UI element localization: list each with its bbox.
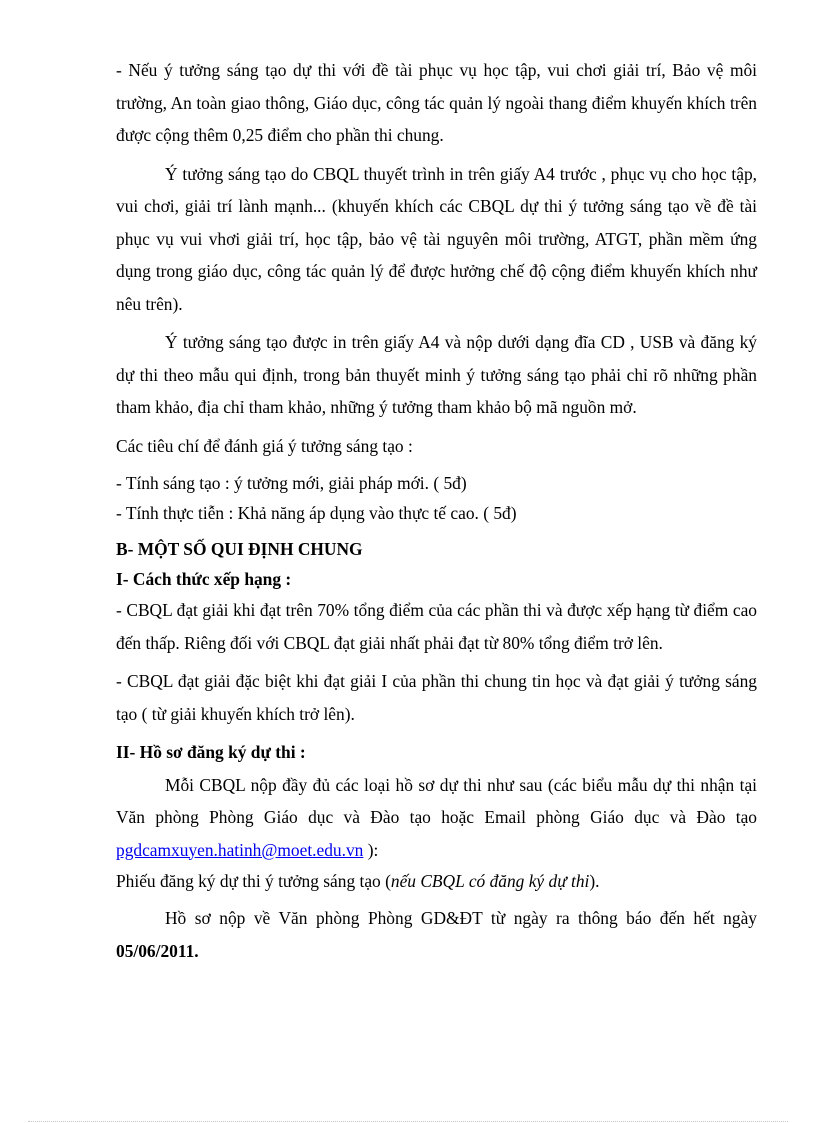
registration-text-end: ): (363, 839, 379, 860)
registration-form-line (116, 866, 757, 896)
deadline-date: 05/06/2011. (116, 940, 199, 961)
deadline-paragraph (116, 902, 757, 967)
criteria-intro: Các tiêu chí để đánh giá ý tưởng sáng tạo : (116, 435, 413, 456)
bonus-paragraph: - Nếu ý tưởng sáng tạo dự thi với đề tài phục vụ học tập, vui chơi giải trí, Bảo vệ môi trường, An toàn giao thông, Giáo dục, công tác quản lý ngoài thang điểm khuyến khích trên được cộng thêm 0,25 điểm cho phần thi chung. (116, 60, 757, 145)
registration-heading: II- Hồ sơ đăng ký dự thi : (116, 742, 306, 762)
registration-text: Mỗi CBQL nộp đầy đủ các loại hồ sơ dự thi như sau (các biểu mẫu dự thi nhận tại Văn phòng Phòng Giáo dục và Đào tạo hoặc Email phòng Giáo dục và Đào tạo (116, 774, 757, 827)
form-line-start: Phiếu đăng ký dự thi ý tưởng sáng tạo ( (116, 871, 391, 891)
submission-format-paragraph: Ý tưởng sáng tạo được in trên giấy A4 và nộp dưới dạng đĩa CD , USB và đăng ký dự thi theo mẫu qui định, trong bản thuyết minh ý tưởng sáng tạo phải chỉ rõ những phần tham khảo, địa chỉ tham khảo, những ý tưởng tham khảo bộ mã nguồn mở. (116, 332, 757, 417)
criterion-creativity: - Tính sáng tạo : ý tưởng mới, giải pháp mới. ( 5đ) (116, 473, 467, 493)
form-line-end: ). (589, 871, 600, 891)
criterion-practicality: - Tính thực tiễn : Khả năng áp dụng vào thực tế cao. ( 5đ) (116, 503, 517, 523)
ranking-heading (116, 564, 757, 594)
page-bottom-rule (28, 1121, 788, 1122)
form-line-italic: nếu CBQL có đăng ký dự thi (390, 871, 590, 891)
ranking-heading-title: Cách thức xếp hạng : (132, 569, 292, 589)
ranking-heading-prefix: I- (116, 569, 133, 589)
ranking-paragraph-1: - CBQL đạt giải khi đạt trên 70% tổng điểm của các phần thi và được xếp hạng từ điểm cao đến thấp. Riêng đối với CBQL đạt giải nhất phải đạt từ 80% tổng điểm trở lên. (116, 600, 757, 653)
email-link[interactable]: pgdcamxuyen.hatinh@moet.edu.vn (116, 839, 364, 860)
section-b-heading: B- MỘT SỐ QUI ĐỊNH CHUNG (116, 539, 363, 559)
document-page (116, 54, 757, 967)
registration-paragraph (116, 769, 757, 867)
deadline-text: Hồ sơ nộp về Văn phòng Phòng GD&ĐT từ ngày ra thông báo đến hết ngày (165, 908, 757, 928)
ranking-paragraph-2: - CBQL đạt giải đặc biệt khi đạt giải I của phần thi chung tin học và đạt giải ý tưởng sáng tạo ( từ giải khuyến khích trở lên). (116, 671, 757, 724)
presentation-paragraph: Ý tưởng sáng tạo do CBQL thuyết trình in trên giấy A4 trước , phục vụ cho học tập, vui chơi, giải trí lành mạnh... (khuyến khích các CBQL dự thi ý tưởng sáng tạo về đề tài phục vụ vui vhơi giải trí, học tập, bảo vệ tài nguyên môi trường, ATGT, phần mềm ứng dụng trong giáo dục, công tác quản lý để được hưởng chế độ cộng điểm khuyến khích như nêu trên). (116, 163, 757, 314)
